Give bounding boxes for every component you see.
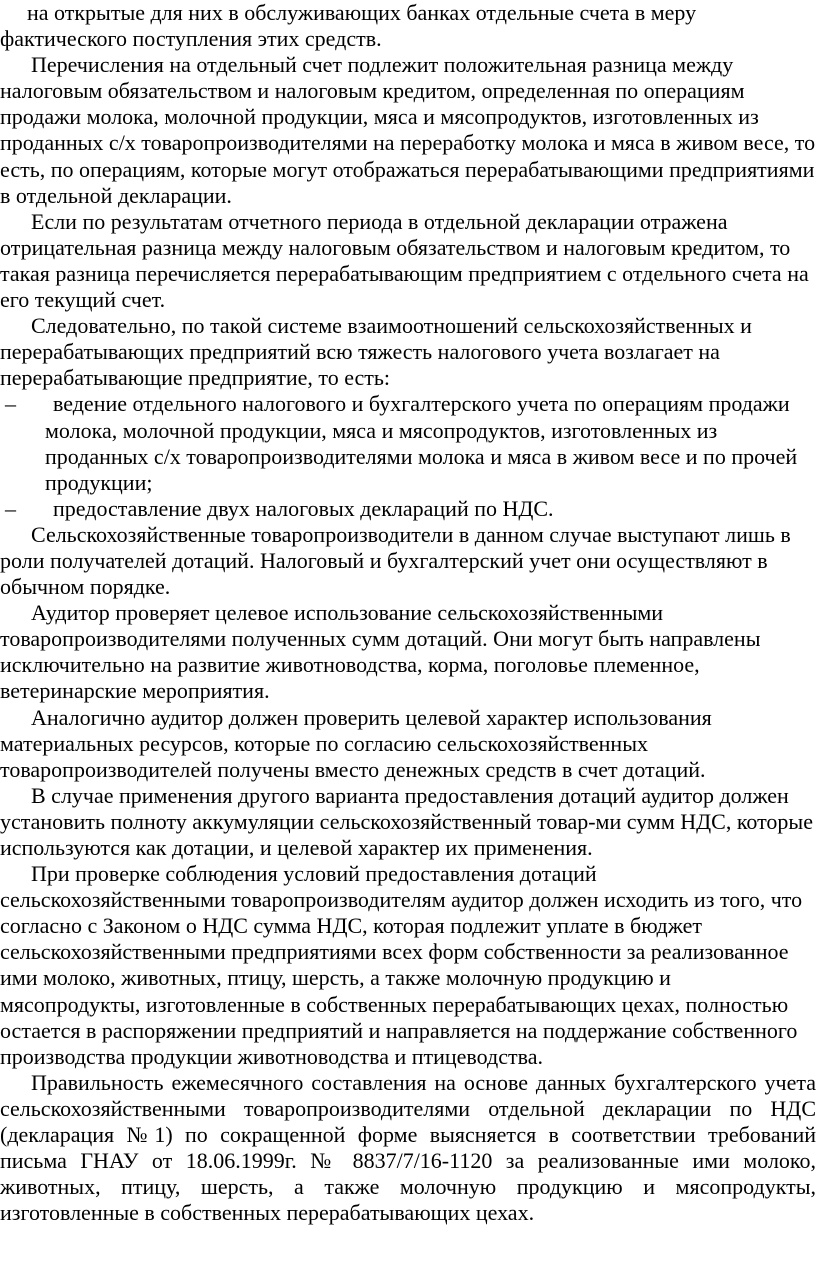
list-dash: – xyxy=(5,391,16,417)
paragraph-auditor-checks-use: Аудитор проверяет целевое использование сельскохозяйственными товаропроизводителями полученных сумм дотаций. Они могут быть направлены исключительно на развитие животноводства, корма, поголовье племенное, ветеринарские мероприятия. xyxy=(0,600,761,704)
paragraph-other-variant: В случае применения другого варианта предоставления дотаций аудитор должен установить полноту аккумуляции сельскохозяйственный товар-ми сумм НДС, которые используются как дотации, и целевой характер их применения. xyxy=(0,782,813,860)
list-item xyxy=(0,496,816,522)
paragraph-monthly-declaration: Правильность ежемесячного составления на основе данных бухгалтерского учета сельскохозяйственными товаропроизводителями отдельной декларации по НДС (декларация №1) по сокращенной форме выясняется в соответствии требований письма ГНАУ от 18.06.1999г. № 8837/7/16-1120 за реализованные ими молоко, животных, птицу, шерсть, а также молочную продукцию и мясопродукты, изготовленные в собственных перерабатывающих цехах. xyxy=(0,1069,816,1226)
paragraph-material-resources: Аналогично аудитор должен проверить целевой характер использования материальных ресурсов, которые по согласию сельскохозяйственных товаропроизводителей получены вместо денежных средств в счет дотаций. xyxy=(0,704,712,782)
paragraph-producers-role: Сельскохозяйственные товаропроизводители в данном случае выступают лишь в роли получателей дотаций. Налоговый и бухгалтерский учет они осуществляют в обычном порядке. xyxy=(0,521,791,600)
list-item-text: ведение отдельного налогового и бухгалтерского учета по операциям продажи молока, молочной продукции, мяса и мясопродуктов, изготовленных из проданных с/х товаропроизводителями молока и мяса в живом весе и по прочей продукции; xyxy=(45,391,798,495)
paragraph-consequently: Следовательно, по такой системе взаимоотношений сельскохозяйственных и перерабатывающих предприятий всю тяжесть налогового учета возлагает на перерабатывающие предприятие, то есть: xyxy=(0,313,752,391)
paragraph-conditions-check: При проверке соблюдения условий предоставления дотаций сельскохозяйственными товаропроизводителям аудитор должен исходить из того, что согласно с Законом о НДС сумма НДС, которая подлежит уплате в бюджет сельскохозяйственными предприятиями всех форм собственности за реализованное ими молоко, животных, птицу, шерсть, а также молочную продукцию и мясопродукты, изготовленные в собственных перерабатывающих цехах, полностью остается в распоряжении предприятий и направляется на поддержание собственного производства продукции животноводства и птицеводства. xyxy=(0,861,803,1069)
list-dash: – xyxy=(5,495,16,521)
list-item-text: предоставление двух налоговых деклараций по НДС. xyxy=(53,495,554,521)
paragraph-transfers: Перечисления на отдельный счет подлежит положительная разница между налоговым обязательством и налоговым кредитом, определенная по операциям продажи молока, молочной продукции, мяса и мясопродуктов, изготовленных из проданных с/х товаропроизводителями на переработку молока и мяса в живом весе, то есть, по операциям, которые могут отображаться перерабатывающими предприятиями в отдельной декларации. xyxy=(0,52,816,208)
obligations-list xyxy=(0,391,816,521)
paragraph-continuation: на открытые для них в обслуживающих банках отдельные счета в меру фактического поступления этих средств. xyxy=(0,0,697,52)
list-item xyxy=(0,391,816,495)
paragraph-negative-difference: Если по результатам отчетного периода в отдельной декларации отражена отрицательная разница между налоговым обязательством и налоговым кредитом, то такая разница перечисляется перерабатывающим предприятием с отдельного счета на его текущий счет. xyxy=(0,208,809,313)
